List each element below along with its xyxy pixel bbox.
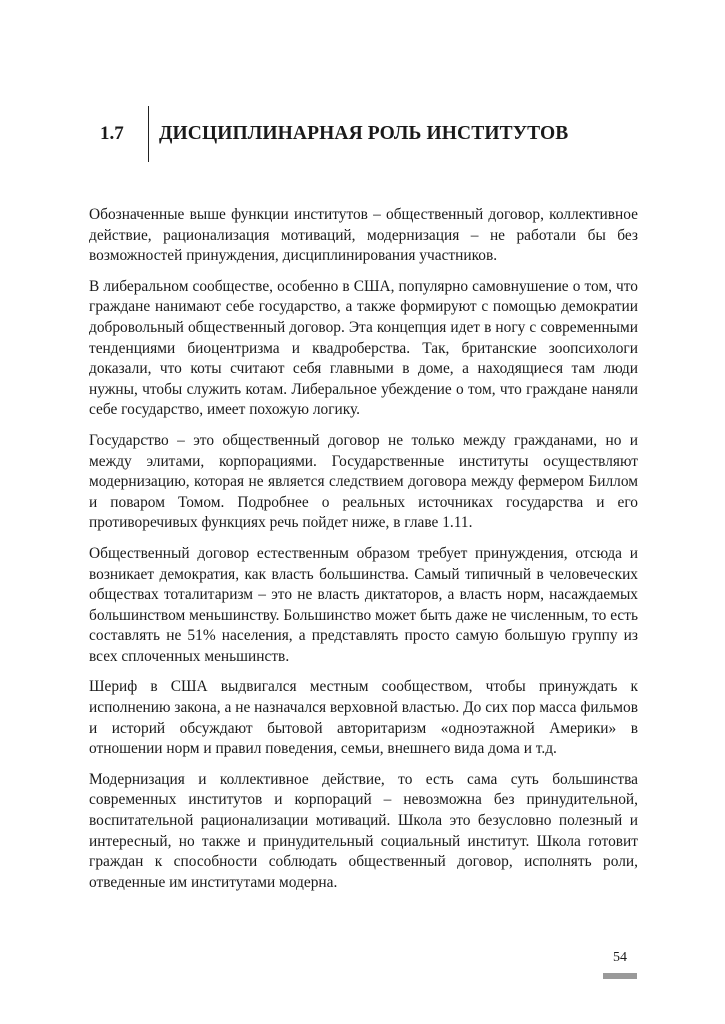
paragraph: Обозначенные выше функции институтов – общественный договор, коллективное действие, рационализация мотиваций, модернизация – не работали бы без возможностей принуждения, дисциплинирования участников.: [89, 206, 638, 265]
page-number-bar: [603, 973, 637, 979]
paragraph: Шериф в США выдвигался местным сообществом, чтобы принуждать к исполнению закона, а не назначался верховной властью. До сих пор масса фильмов и историй обсуждают бытовой авторитаризм «одноэтажной Америки» в отношении норм и правил поведения, семьи, внешнего вида дома и т.д.: [89, 678, 638, 758]
body-text: [89, 205, 638, 903]
section-heading: [100, 106, 568, 162]
heading-divider: [148, 106, 149, 162]
paragraph: В либеральном сообществе, особенно в США, популярно самовнушение о том, что граждане нанимают себе государство, а также формируют с помощью демократии добровольный общественный договор. Эта концепция идет в ногу с современными тенденциями биоцентризма и квадроберства. Так, британские зоопсихологи доказали, что коты считают себя главными в доме, а находящиеся там люди нужны, чтобы служить котам. Либеральное убеждение о том, что граждане наняли себе государство, имеет похожую логику.: [89, 277, 638, 419]
section-number: 1.7: [100, 123, 124, 144]
paragraph: Государство – это общественный договор не только между гражданами, но и между элитами, корпорациями. Государственные институты осуществляют модернизацию, которая не является следствием договора между фермером Биллом и поваром Томом. Подробнее о реальных источниках государства и его противоречивых функциях речь пойдет ниже, в главе 1.11.: [89, 431, 638, 532]
paragraph: Модернизация и коллективное действие, то есть сама суть большинства современных институтов и корпораций – невозможна без принудительной, воспитательной рационализации мотиваций. Школа это безусловно полезный и интересный, но также и принудительный социальный институт. Школа готовит граждан к способности соблюдать общественный договор, исполнять роли, отведенные им институтами модерна.: [89, 770, 638, 891]
page-number: 54: [613, 950, 627, 965]
section-title: ДИСЦИПЛИНАРНАЯ РОЛЬ ИНСТИТУТОВ: [159, 123, 569, 144]
paragraph: Общественный договор естественным образом требует принуждения, отсюда и возникает демократия, как власть большинства. Самый типичный в человеческих обществах тоталитаризм – это не власть диктаторов, а власть норм, насаждаемых большинством меньшинству. Большинство может быть даже не численным, то есть составлять не 51% населения, а представлять просто самую большую группу из всех сплоченных меньшинств.: [89, 544, 638, 665]
